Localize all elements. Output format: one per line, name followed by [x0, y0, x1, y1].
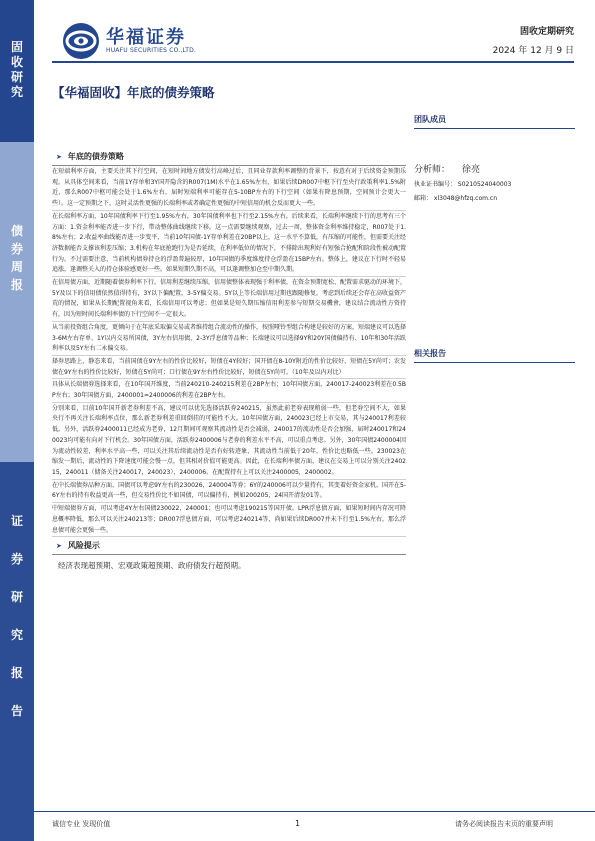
logo-english-name: HUAFU SECURITIES CO.,LTD.	[106, 47, 197, 54]
analyst-name: 徐亮	[462, 165, 481, 175]
logo-name: 华福证券	[106, 27, 186, 48]
body-paragraph: 从当前投资组合角度，更倾向于在年底采取偏交易或者维持组合流动性的操作，按照哑铃型组合构建是较好的方案，短端建议可以选择3-6M左右存单、1Y以内交易所国债，3Y左右信用债、2-3Y浮息债等品种；长端建议可以选择9Y和20Y国债偏持有、10年和30年活跃利率以及5Y左右二永偏交易。	[52, 322, 406, 356]
sidebar-top-segment	[0, 0, 34, 142]
sidebar-char: 收	[10, 55, 23, 69]
sidebar-char: 证	[10, 514, 23, 528]
sidebar-char: 究	[10, 85, 23, 99]
report-title: 【华福固收】年底的债券策略	[52, 85, 215, 100]
body-paragraph: 在短端利率方面，主要关注其下行空间，在短时间地方债发行高峰过后，且同业存款利率调整的背景下，按意有对于后续资金预期乐观。从具体空间来看，当前1Y存单和3Y国开隐含的R007(1M)水平在1.65%左右，如果后续DR007中枢下行至央行政策利率1.5%附近，那么R007中枢可能会处于1.6%左右，届时短端利率可能存在5-10BP左右的下行空间（如果有降息预期，空间预计会更大一些）。这一定预期之下，这时灵活性更强的长端利率或者确定性更强的中短信用的机会反而更大一些。	[52, 166, 406, 211]
body-paragraph: 在长端利率方面，10年国债利率下行至1.95%左右，30年国债利率也下行至2.15%左右。后续来看，长端利率继续下行的思考有三个方面：1.资金利率能否进一步下行，带动整体曲线继续下移。这一点需要继续观察，过去一周，整体资金利率维持稳定，R007处于1.8%左右；2.收益率曲线能否进一步变平，当前10年国债-1Y存单利差在20BP以上，这一水平不算低，有压缩的可能性，但需要关注经济数据能否支撑该利差压缩；3.机构在年底抢跑行为是否延续，在利率低位的情况下，不排除出现利好有短强合抢配和阶段性被动配置行为。不过需要注意，当前机构债券持仓的浮盈普遍较厚，10年国债的季度维度持仓浮盈在15BP左右。整体上，建议在下行时不轻易追涨，逢调整关入的持仓体验感更好一些。如果短期久期不高，可以逢调整加仓至中期久期。	[52, 211, 406, 277]
analyst-label: 分析师：	[414, 165, 451, 175]
left-sidebar-band	[0, 0, 34, 841]
sidebar-char: 究	[10, 628, 23, 642]
page-number: 1	[295, 819, 301, 828]
section-heading-text: 年底的债券策略	[67, 152, 124, 161]
right-column	[414, 114, 575, 202]
company-logo	[62, 20, 237, 60]
body-paragraph: 在信用债方面，近期随着债券利率下行，信用利差继续压缩，信用债整体表现强于利率债，在资金预期宽松、配置需求驱动的环境下，5Y及以下的信用债依然值得持有，3Y以下偏配置，3-5Y偏交易。5Y以上等长端信用过期也跟随修复，考虑到后续还会存在高收益资产荒的情况，如果从长期配置视角来看，长端信用可以考虑；但如果是短久期压缩信用利差参与短期交易機會，建议结合流动性方资持有，因为短时间长端利率债的下行空间不一定很大。	[52, 277, 406, 322]
section-heading	[52, 150, 406, 166]
section-heading-text: 风险提示	[67, 541, 100, 551]
sidebar-char: 报	[10, 666, 23, 680]
sidebar-char: 债	[10, 224, 23, 238]
sidebar-char: 告	[10, 704, 23, 718]
logo-emblem-icon	[62, 22, 100, 60]
body-paragraph: 具体从长端债券选择来看，在10年国开维度，当前240210-240215利差在2BP左右；10年国债方面，240017-240023利差在0.5BP左右；30年国债方面，2400001=2400006的利差在2BP左右。	[52, 379, 406, 402]
page-header	[34, 0, 595, 66]
arrow-bullet-icon: ➤	[56, 153, 62, 161]
body-paragraph: 中短端债券方面，可以考虑4Y左右国债230022，240001；也可以考虑190215等国开债。LPR浮息债方面，如果短时间内存况可降息概率降低，那么可以关注240213等；DR007浮息债方面，可以考虑240214等，尚如果后续DR007并未下行至1.5%左右，那么浮息债可能会更强一些。	[52, 503, 406, 537]
footer-slogan: 诚信专业 发现价值	[52, 820, 111, 828]
sidebar-char: 研	[10, 590, 23, 604]
section-heading	[52, 539, 406, 555]
related-reports	[414, 348, 575, 363]
sidebar-char: 研	[10, 70, 23, 84]
sidebar-bottom-segment	[0, 462, 34, 841]
sidebar-char: 报	[10, 278, 23, 292]
sidebar-char: 周	[10, 260, 23, 274]
sidebar-char: 固	[10, 40, 23, 54]
header-divider	[52, 61, 574, 63]
arrow-bullet-icon: ➤	[56, 542, 62, 551]
analyst-registration: 执业证书编号： S0210524040003	[414, 181, 512, 188]
analyst-row	[414, 162, 575, 175]
sidebar-char: 券	[10, 552, 23, 566]
team-members-heading: 团队成员	[414, 114, 575, 129]
body-paragraph: 择券思路上，静态来看，当前国债在9Y左右的性价比较好，短债在4Y较好；国开债在8-10Y附近的性价比较好，短债在5Y尚可；农发债在9Y左右的性价比较好，短债在5Y尚可；口行债在9Y左右性价比较好，短债在5Y尚可。（10年及以内对比）	[52, 356, 406, 379]
document-date: 2024 年 12 月 9 日	[492, 46, 574, 56]
main-column	[52, 150, 406, 571]
sidebar-middle-segment	[0, 142, 34, 462]
related-reports-heading: 相关报告	[414, 348, 575, 363]
sidebar-char: 券	[10, 242, 23, 256]
footer-divider	[34, 811, 595, 812]
risk-warning-text: 经济表现超预期、宏观政策超预期、政府债发行超预期。	[58, 561, 246, 571]
body-paragraph: 分别来看，目前10年国开新老券利差不高，建议可以优先选择活跃券240215，虽然此前老券表现稍弱一些，但老券空间不大，如果央行不再关注长端利率点位，那么新老券利差重回倒挂的可能性不大。10年国债方面，240023已经上市交易，其与240017利差较低。另外，活跃券2400011已经成为老券，12月期间可观察其流动性是否会减弱，240017的流动性是否会加强，届时240017和240023均可能有向对下行机会。30年国债方面，活跃券2400006与老券的利差水平不高，可以重点考虑。另外，30年国债2400004因为流动性较差，利率水平高一些，可以关注其后续流动性是否有好转迹象，其流动性当前低于20年，性价比也略低一些。230023在缩发一期后，流动性的下降速度可能会慢一点，但其相对价值可能更高。因此，在长端利率债方面，建议在交易上可以分别关注240215，240011（储备关注240017，240023），2400006。在配置持有上可以关注2400005，2400002。	[52, 403, 406, 480]
body-paragraph: 在中长端债券品种方面，国债可以考虑9Y左右的230026，240004等券；6Y的240006可以少量持有，其变着好资金家机。国开在5-6Y左右的持有收益更高一些，但交易性价比不如国债，可以偏持有，例如200205，24国开清发01等。	[52, 480, 406, 503]
document-type: 固收定期研究	[519, 27, 574, 37]
analyst-email: 邮箱： xl3048@hfzq.com.cn	[414, 195, 497, 202]
footer-disclaimer: 请务必阅读报告末页的重要声明	[455, 820, 553, 828]
